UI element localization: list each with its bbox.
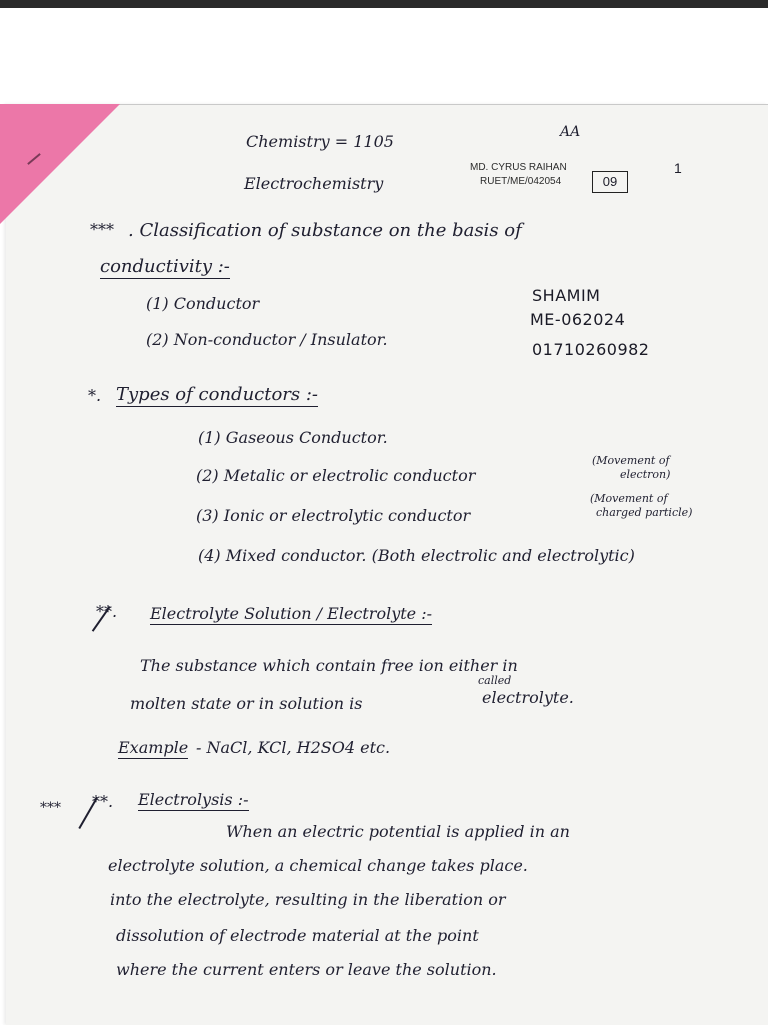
list-item: (4) Mixed conductor. (Both electrolic and electrolytic) — [198, 546, 635, 565]
corner-mark: AA — [560, 124, 581, 140]
classification-title-cont: conductivity :- — [100, 256, 230, 277]
list-item: (2) Non-conductor / Insulator. — [146, 330, 388, 349]
side-stars: *** — [40, 800, 61, 816]
course-title: Chemistry = 1105 — [246, 132, 394, 151]
note: charged particle) — [596, 506, 693, 519]
section-stars: *** — [90, 220, 114, 239]
list-item: (2) Metalic or electrolic conductor — [196, 466, 476, 485]
example-text: - NaCl, KCl, H2SO4 etc. — [196, 738, 391, 757]
body-line: electrolyte. — [482, 688, 574, 707]
classification-title: . Classification of substance on the basis of — [128, 220, 522, 241]
stamp-id: RUET/ME/042054 — [480, 176, 562, 187]
body-line: electrolyte solution, a chemical change takes place. — [108, 856, 528, 875]
body-line: into the electrolyte, resulting in the liberation or — [110, 890, 506, 909]
electrolysis-title: Electrolysis :- — [138, 790, 249, 809]
contact-phone: 01710260982 — [532, 340, 650, 359]
body-line: where the current enters or leave the solution. — [116, 960, 497, 979]
note: electron) — [620, 468, 671, 481]
example-label: Example — [118, 738, 189, 757]
types-title: Types of conductors :- — [116, 384, 319, 405]
list-item: (1) Gaseous Conductor. — [198, 428, 388, 447]
insertion-note: called — [478, 674, 512, 687]
body-line: molten state or in solution is — [130, 694, 363, 713]
body-line: The substance which contain free ion either in — [140, 656, 518, 675]
section-stars: **. — [96, 602, 118, 621]
body-line: dissolution of electrode material at the point — [116, 926, 479, 945]
chapter-title: Electrochemistry — [244, 174, 384, 193]
electrolyte-title: Electrolyte Solution / Electrolyte :- — [150, 604, 433, 623]
list-item: (1) Conductor — [146, 294, 260, 313]
note: (Movement of — [590, 492, 668, 505]
list-item: (3) Ionic or electrolytic conductor — [196, 506, 471, 525]
stamp-name: MD. CYRUS RAIHAN — [470, 162, 567, 173]
page-number: 1 — [674, 160, 682, 176]
note: (Movement of — [592, 454, 670, 467]
scan-top-edge — [0, 0, 768, 8]
section-stars: **. — [92, 792, 114, 811]
section-stars: *. — [88, 386, 102, 405]
contact-roll: ME-062024 — [530, 310, 626, 329]
boxed-number: 09 — [592, 171, 628, 193]
body-line: When an electric potential is applied in an — [226, 822, 570, 841]
contact-name: SHAMIM — [532, 286, 601, 305]
